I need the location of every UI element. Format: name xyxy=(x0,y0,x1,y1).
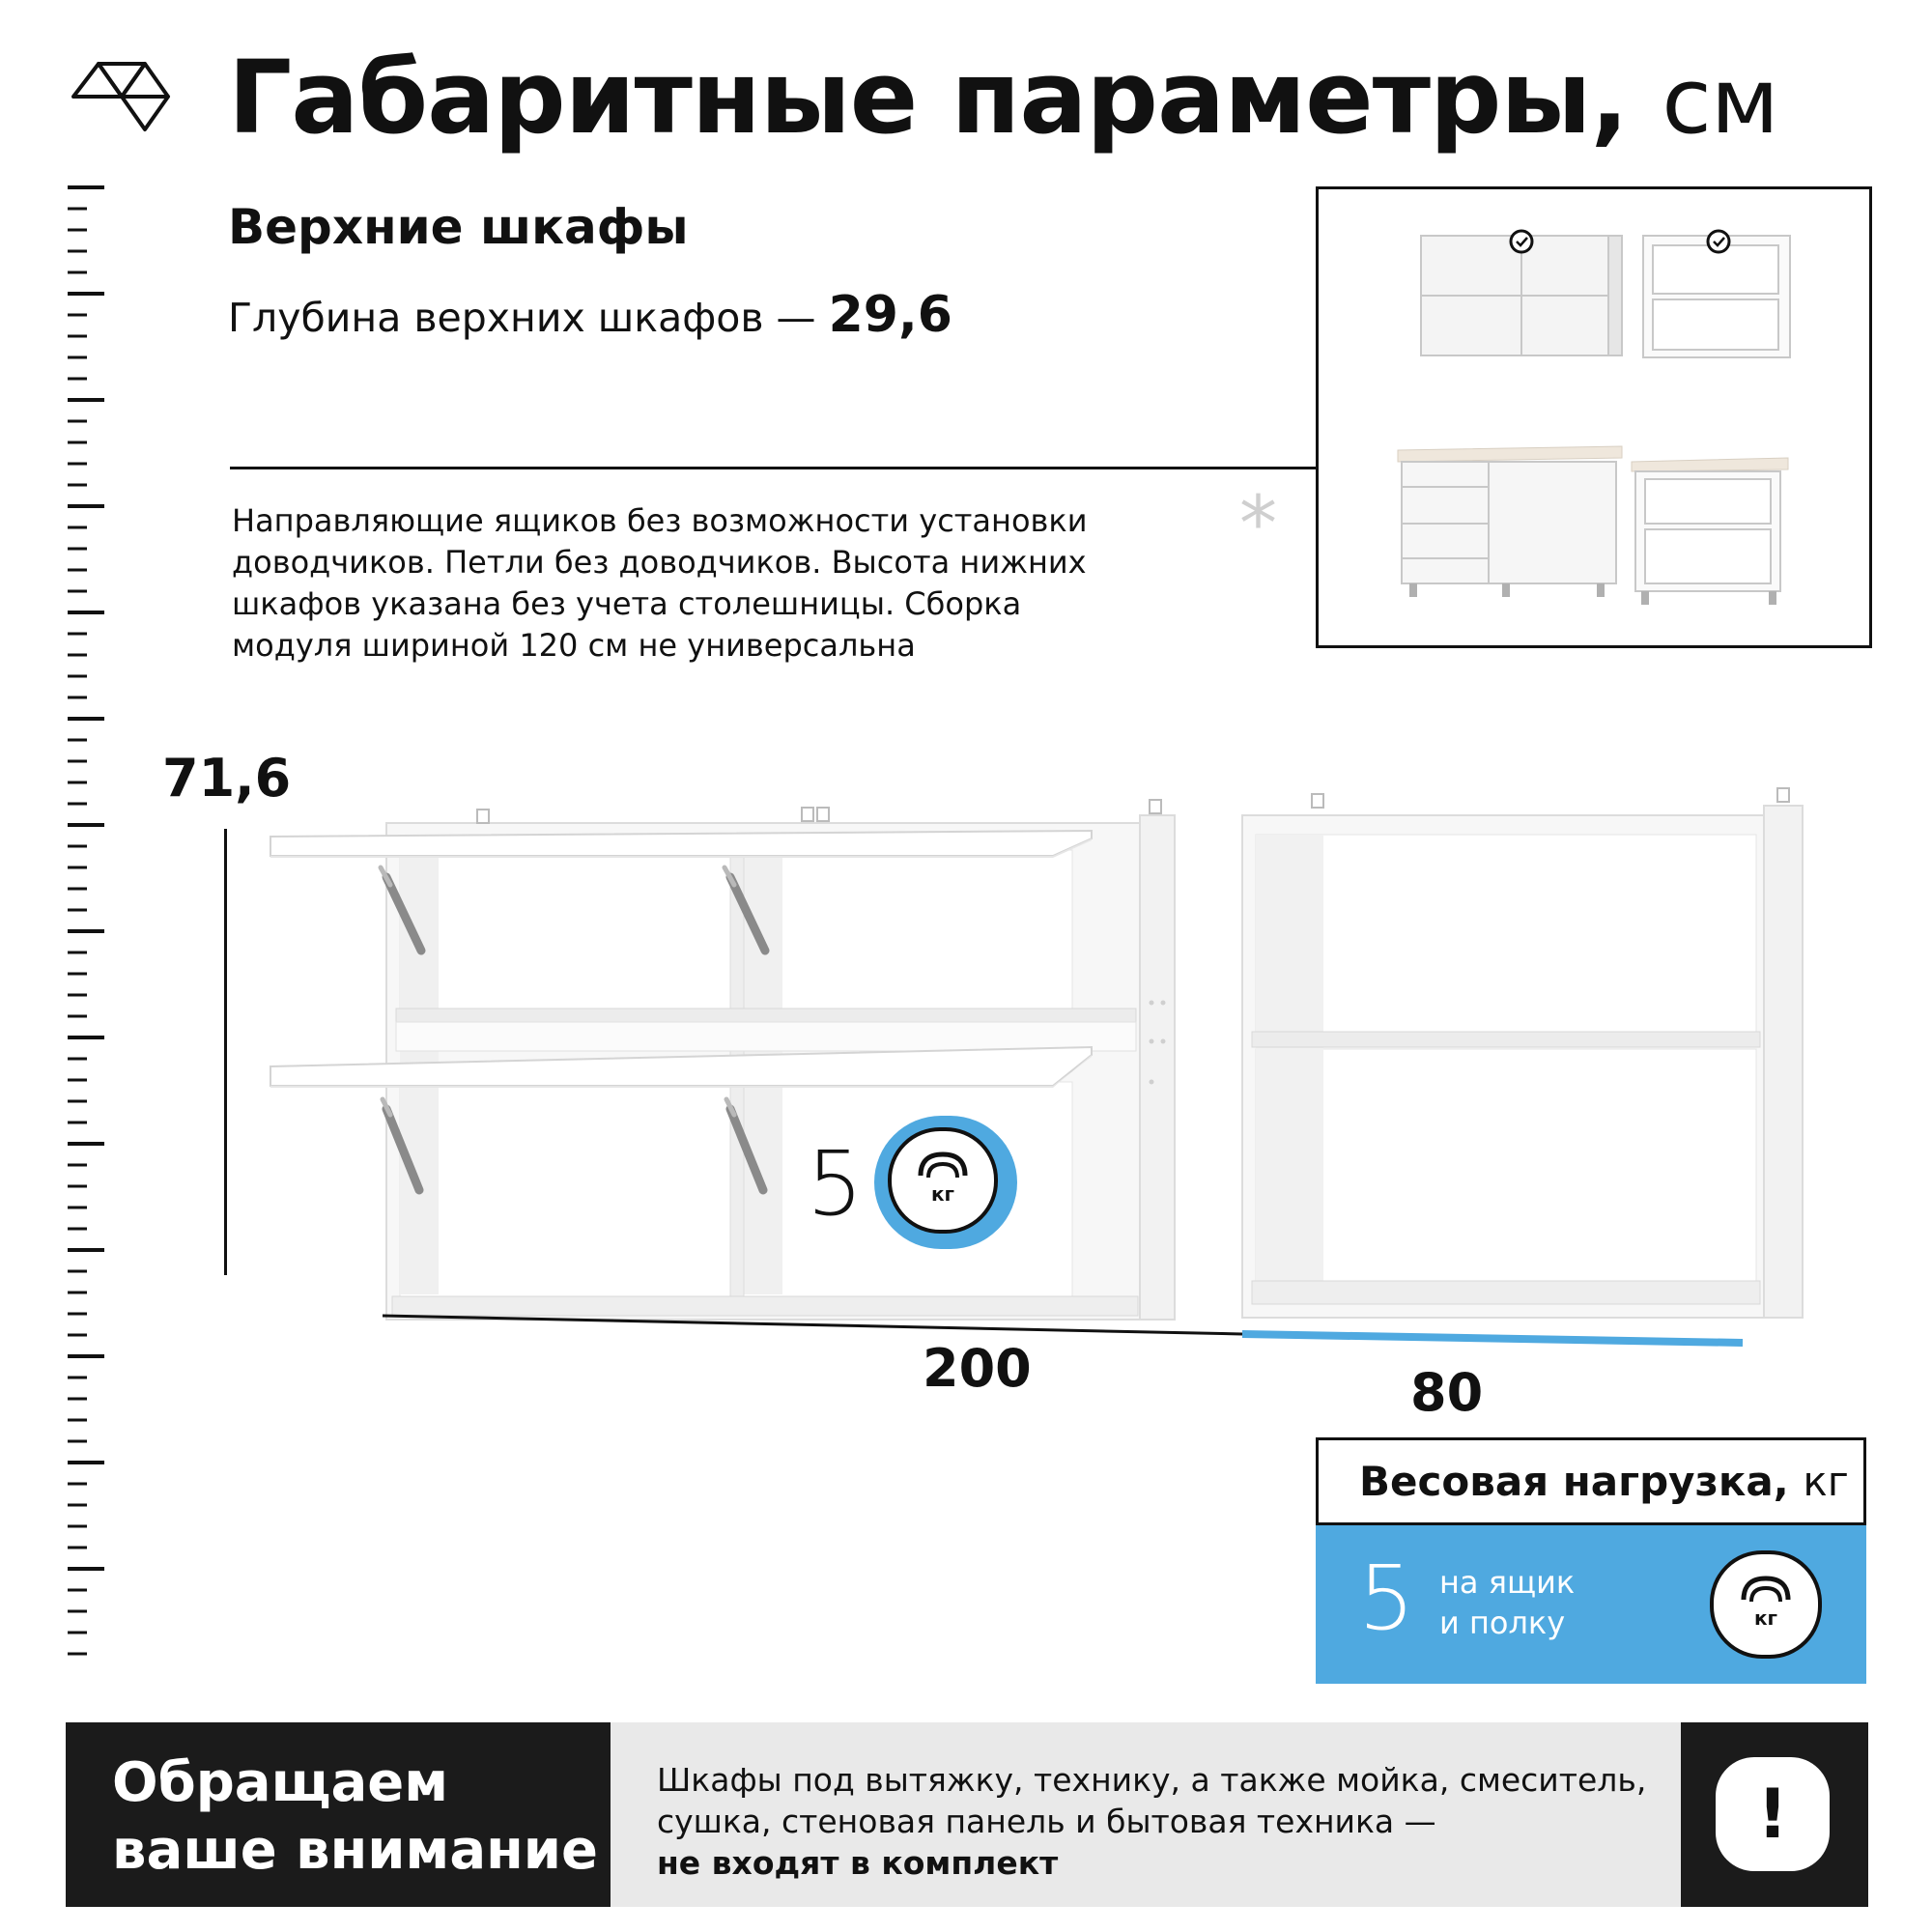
cabinets-illustration xyxy=(261,781,1855,1379)
kitchen-set-illustration xyxy=(1319,189,1869,645)
page-title: Габаритные параметры, см xyxy=(228,39,1778,156)
weight-kg-icon xyxy=(1710,1550,1822,1659)
height-dimension: 71,6 xyxy=(162,748,292,809)
notice-text: Шкафы под вытяжку, технику, а также мойка, смеситель, сушка, стеновая панель и бытовая техника — не входят в комплект xyxy=(657,1761,1647,1882)
width-dimension-200: 200 xyxy=(923,1338,1032,1399)
exclamation-icon: ! xyxy=(1716,1757,1830,1871)
weight-kg-icon xyxy=(888,1127,998,1234)
divider-line xyxy=(230,467,1316,469)
section-subtitle: Верхние шкафы xyxy=(228,199,689,255)
note-text: Направляющие ящиков без возможности установки доводчиков. Петли без доводчиков. Высота нижних шкафов указана без учета столешницы. Сборка модуля шириной 120 см не универсальна xyxy=(232,502,1088,664)
depth-label: Глубина верхних шкафов — xyxy=(228,295,816,341)
depth-value: 29,6 xyxy=(828,286,952,344)
height-dimension-line xyxy=(224,829,227,1275)
weight-load-panel xyxy=(1316,1437,1866,1684)
notice-icon-block xyxy=(1681,1722,1868,1907)
kitchen-set-preview xyxy=(1316,186,1872,648)
notice-text-bold: не входят в комплект xyxy=(657,1844,1059,1882)
svg-text:кг: кг xyxy=(1753,1606,1778,1630)
weight-load-title: Весовая нагрузка, кг xyxy=(1359,1458,1849,1505)
triangle-logo-icon xyxy=(70,58,178,133)
notice-heading: Обращаем ваше внимание xyxy=(112,1751,599,1882)
cabinet-80 xyxy=(1242,788,1803,1318)
cabinet-200 xyxy=(270,800,1175,1320)
width-dimension-80: 80 xyxy=(1410,1362,1484,1423)
ruler-scale xyxy=(68,185,108,1673)
asterisk-icon: * xyxy=(1239,481,1277,568)
notice-text-block xyxy=(611,1722,1681,1907)
width-line-80 xyxy=(1242,1334,1743,1343)
weight-badge xyxy=(874,1116,1017,1249)
badge-unit: кг xyxy=(930,1182,955,1206)
weight-load-body xyxy=(1316,1525,1866,1684)
badge-number: 5 xyxy=(807,1132,864,1236)
notice-heading-block xyxy=(66,1722,611,1907)
weight-load-value: 5 xyxy=(1358,1547,1415,1650)
depth-line xyxy=(228,286,952,344)
notice-bar xyxy=(66,1722,1868,1907)
weight-load-description: на ящик и полку xyxy=(1439,1564,1576,1641)
weight-load-header xyxy=(1316,1437,1866,1525)
